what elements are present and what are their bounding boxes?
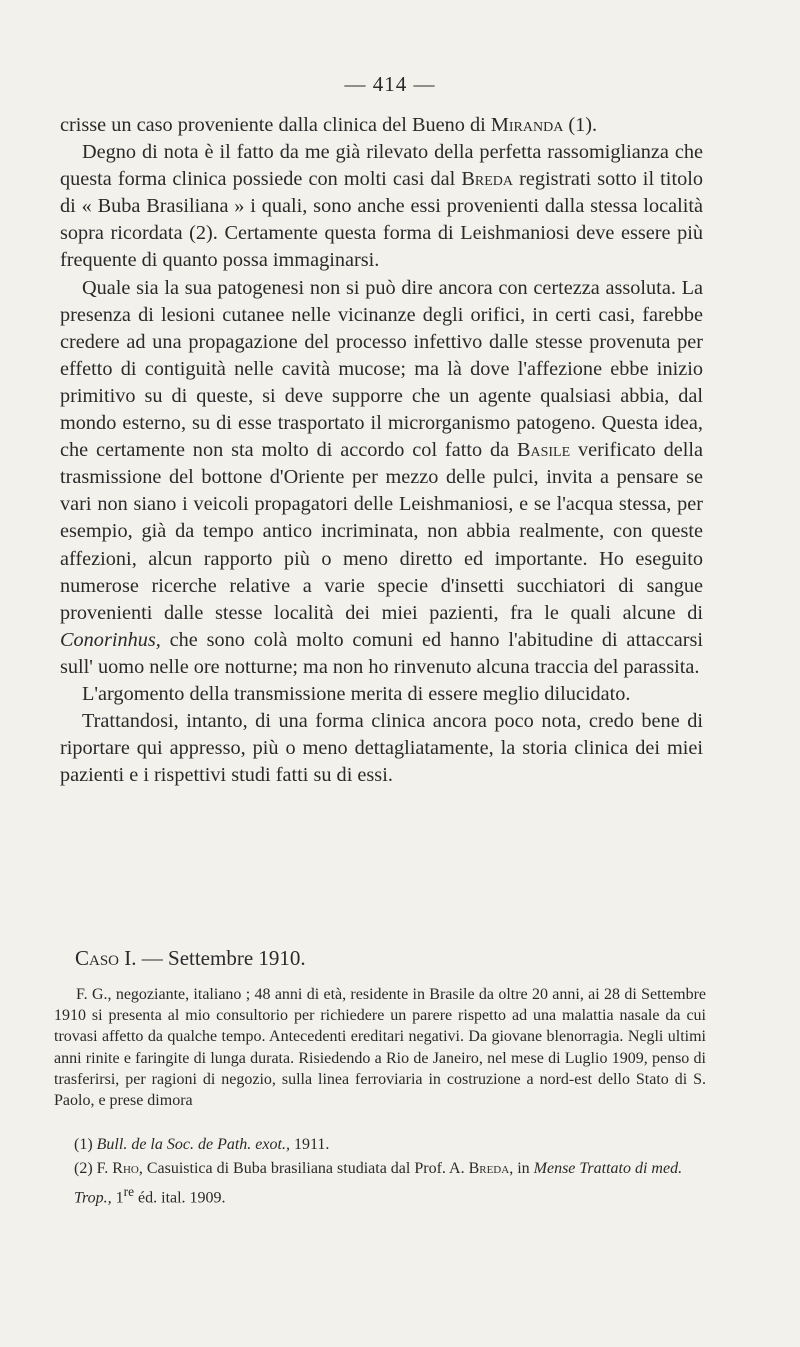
footnote-superscript: re (123, 1184, 135, 1199)
author-name: Basile (516, 439, 571, 462)
footnotes (54, 1133, 706, 1210)
footnote-text: éd. ital. 1909. (134, 1189, 226, 1207)
footnote-number: (1) (74, 1136, 93, 1153)
footnote-edition: 1 (111, 1189, 124, 1207)
author-name: Breda (461, 168, 513, 191)
footnote-2 (54, 1157, 706, 1210)
paragraph-text: registrati sotto il titolo di « Buba Brasiliana » i quali, sono anche essi provenienti dalla stessa località sopra ricordata (2). Certamente questa forma di Leishmaniosi deve essere più frequente di quanto possa immaginarsi. (60, 168, 703, 272)
paragraph (60, 681, 703, 708)
author-name: Rho (112, 1159, 139, 1177)
case-label: Caso (75, 946, 120, 970)
page-number: — 414 — (344, 72, 436, 96)
paragraph (60, 139, 703, 274)
main-text (60, 112, 703, 789)
footnote-source: Bull. de la Soc. de Path. exot., (96, 1136, 290, 1153)
case-date: I. — Settembre 1910. (119, 946, 306, 970)
footnote-1 (54, 1133, 706, 1157)
paragraph (60, 275, 703, 681)
paragraph-text: Quale sia la sua patogenesi non si può dire ancora con certezza assoluta. La presenza di lesioni cutanee nelle vicinanze degli orifici, in certi casi, farebbe credere ad una propagazione del processo infettivo dalle stesse provenuta per effetto di contiguità nelle cavità mucose; ma là dove l'affezione ebbe inizio primitivo su di queste, si deve supporre che un agente qualsiasi abbia, dal mondo esterno, su di esse trasportato il microrganismo patogeno. Questa idea, che certamente non sta molto di accordo col fatto da (60, 276, 703, 462)
paragraph-text: verificato della trasmissione del bottone d'Oriente per mezzo delle pulci, invita a pensare se vari non siano i veicoli propagatori delle Leishmaniosi, e se l'acqua stessa, per esempio, già da tempo antico incriminata, non abbia realmente, con queste affezioni, alcun rapporto più o meno diretto ed importante. Ho eseguito numerose ricerche relative a varie specie d'insetti succhiatori di sangue provenienti dalle stesse località dei miei pazienti, fra le quali alcune di (60, 439, 703, 624)
footnote-text: F. (96, 1159, 113, 1177)
footnote-text: , Casuistica di Buba brasiliana studiata dal Prof. A. (138, 1159, 469, 1177)
footnote-text: , in (509, 1159, 534, 1177)
author-name: Breda (468, 1159, 510, 1177)
paragraph-text: Degno di nota è il fatto da me già rilevato della perfetta rassomiglianza che questa forma clinica possiede con molti casi dal (60, 141, 703, 191)
genus-name: Conorinhus, (60, 628, 161, 651)
paragraph-text: crisse un caso proveniente dalla clinica del Bueno di (60, 114, 491, 136)
case-report-text: F. G., negoziante, italiano ; 48 anni di età, residente in Brasile da oltre 20 anni, ai 28 di Settembre 1910 si presenta al mio consultorio per richiedere un parere rispetto ad una malattia nasale da cui trovasi affetto da qualche tempo. Antecedenti ereditari negativi. Da giovane blenorragia. Negli ultimi anni rinite e faringite di lunga durata. Risiedendo a Rio de Janeiro, nel mese di Luglio 1909, penso di trasferirsi, per ragioni di negozio, sulla linea ferroviaria in costruzione a nord-est dello Stato di S. Paolo, e prese dimora (54, 986, 706, 1110)
paragraph (60, 708, 703, 789)
paragraph-text: Trattandosi, intanto, di una forma clinica ancora poco nota, credo bene di riportare qui appresso, più o meno dettagliatamente, la storia clinica dei miei pazienti e i rispettivi studi fatti su di essi. (60, 710, 703, 787)
footnote-year: 1911. (289, 1136, 330, 1153)
paragraph-text: che sono colà molto comuni ed hanno l'abitudine di attaccarsi sull' uomo nelle ore notturne; ma non ho rinvenuto alcuna traccia del parassita. (60, 628, 703, 678)
footnote-number: (2) (74, 1159, 93, 1177)
paragraph-text: L'argomento della transmissione merita di essere meglio dilucidato. (82, 682, 631, 705)
paragraph-text: (1). (563, 114, 598, 136)
case-report (54, 984, 706, 1111)
author-name: Miranda (490, 114, 564, 136)
footnote-source: Mense Trattato di med. Trop., (74, 1159, 683, 1207)
case-heading (75, 944, 306, 972)
paragraph (60, 112, 703, 139)
